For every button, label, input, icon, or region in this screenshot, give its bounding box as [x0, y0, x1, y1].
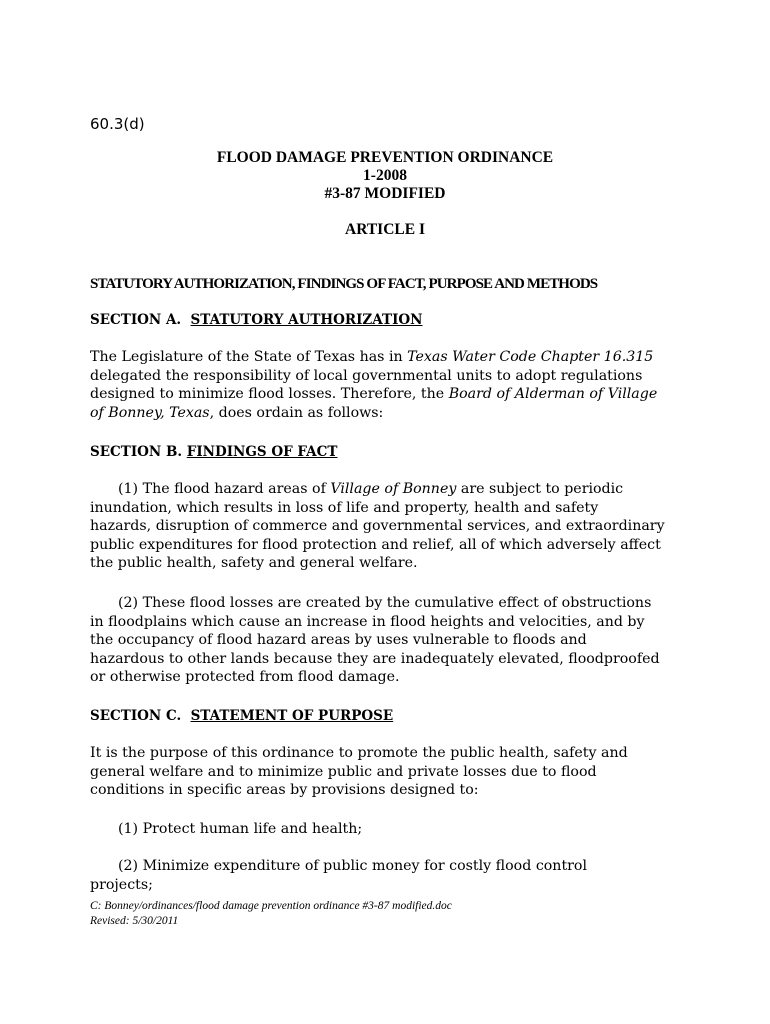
paragraph-line: the public health, safety and general welfare.	[90, 555, 418, 571]
section-a-heading	[90, 311, 422, 329]
paragraph-line: projects;	[90, 876, 153, 893]
section-a-paragraph	[90, 348, 690, 422]
paragraph-line: It is the purpose of this ordinance to promote the public health, safety and	[90, 745, 628, 761]
paragraph-line: inundation, which results in loss of life and property, health and safety	[90, 499, 599, 516]
paragraph-line: (2) These flood losses are created by the cumulative effect of obstructions	[118, 595, 652, 611]
section-b-paragraph-2	[90, 594, 690, 687]
title-line-3: #3-87 MODIFIED	[324, 185, 446, 202]
paragraph-line: of Bonney, Texas, does ordain as follows:	[90, 404, 384, 421]
paragraph-line: (1) Protect human life and health;	[118, 821, 363, 837]
section-b-title: FINDINGS OF FACT	[186, 444, 338, 460]
section-a-title: STATUTORY AUTHORIZATION	[190, 312, 423, 328]
paragraph-line: (1) The flood hazard areas of Village of Bonney are subject to periodic	[118, 481, 624, 497]
paragraph-line: hazards, disruption of commerce and governmental services, and extraordinary	[90, 518, 665, 534]
paragraph-line: public expenditures for flood protection and relief, all of which adversely affect	[90, 536, 661, 553]
main-heading: STATUTORY AUTHORIZATION, FINDINGS OF FACT, PURPOSE AND METHODS	[90, 276, 598, 292]
title-line-1: FLOOD DAMAGE PREVENTION ORDINANCE	[216, 149, 554, 166]
section-c-title: STATEMENT OF PURPOSE	[190, 708, 394, 724]
document-reference: 60.3(d)	[90, 115, 145, 133]
section-b-prefix: SECTION B.	[90, 444, 183, 460]
page-footer	[90, 899, 452, 929]
footer-file-path: C: Bonney/ordinances/flood damage prevention ordinance #3-87 modified.doc	[90, 900, 452, 912]
footer-revised-date: Revised: 5/30/2011	[90, 915, 179, 927]
purpose-item-1	[90, 820, 690, 839]
section-b-paragraph-1	[90, 480, 690, 573]
section-a-prefix: SECTION A.	[90, 312, 182, 328]
purpose-item-2	[90, 857, 690, 894]
paragraph-line: delegated the responsibility of local governmental units to adopt regulations	[90, 367, 643, 384]
document-title	[0, 149, 770, 203]
paragraph-line: the occupancy of flood hazard areas by uses vulnerable to floods and	[90, 632, 587, 648]
paragraph-line: or otherwise protected from flood damage.	[90, 669, 400, 685]
section-c-heading	[90, 707, 393, 725]
paragraph-line: conditions in specific areas by provisions designed to:	[90, 782, 479, 798]
paragraph-line: hazardous to other lands because they are inadequately elevated, floodproofed	[90, 650, 660, 667]
section-c-prefix: SECTION C.	[90, 708, 182, 724]
paragraph-line: (2) Minimize expenditure of public money for costly flood control	[118, 858, 588, 874]
section-b-heading	[90, 443, 337, 461]
paragraph-line: The Legislature of the State of Texas has in Texas Water Code Chapter 16.315	[90, 349, 654, 365]
section-c-intro	[90, 744, 690, 800]
paragraph-line: in floodplains which cause an increase in flood heights and velocities, and by	[90, 613, 645, 630]
paragraph-line: general welfare and to minimize public and private losses due to flood	[90, 763, 597, 780]
paragraph-line: designed to minimize flood losses. Therefore, the Board of Alderman of Village	[90, 386, 658, 402]
title-line-2: 1-2008	[363, 167, 407, 184]
article-heading: ARTICLE I	[345, 221, 425, 238]
